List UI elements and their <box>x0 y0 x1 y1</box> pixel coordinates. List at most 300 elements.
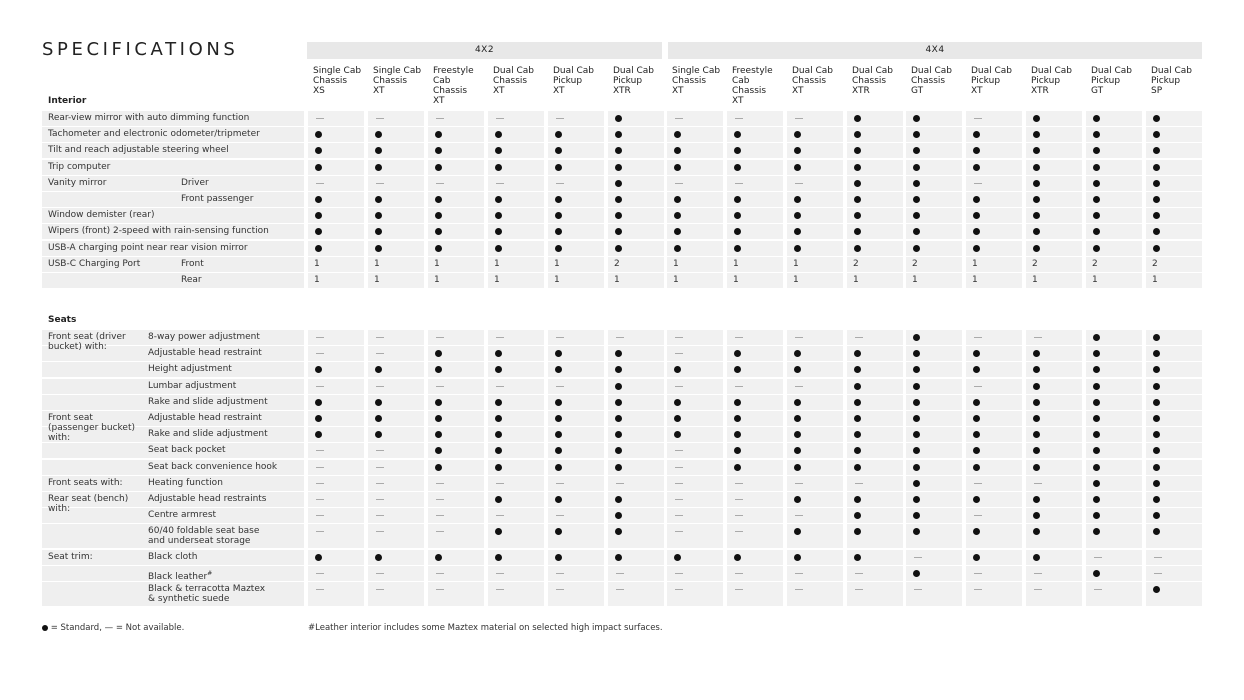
value-cell <box>488 192 544 207</box>
value-cell <box>1026 395 1082 410</box>
standard-dot-icon <box>1153 383 1160 390</box>
value-cell <box>787 160 843 175</box>
standard-dot-icon <box>1153 528 1160 535</box>
standard-dot-icon <box>1033 447 1040 454</box>
value-cell <box>608 127 664 142</box>
standard-dot-icon <box>615 131 622 138</box>
standard-dot-icon <box>315 415 322 422</box>
value-cell <box>1086 411 1142 426</box>
row-sublabel: 60/40 foldable seat base and underseat storage <box>148 526 260 547</box>
value-cell <box>368 346 424 361</box>
standard-dot-icon <box>1033 415 1040 422</box>
value-cell <box>787 582 843 606</box>
standard-dot-icon <box>615 350 622 357</box>
not-available-dash-icon <box>974 118 982 119</box>
table-row <box>0 257 1244 272</box>
not-available-dash-icon <box>316 183 324 184</box>
column-header: Dual Cab Pickup XTR <box>1031 66 1073 96</box>
value-cell <box>1086 192 1142 207</box>
not-available-dash-icon <box>914 589 922 590</box>
value-cell <box>488 476 544 491</box>
standard-dot-icon <box>375 228 382 235</box>
value-cell <box>847 346 903 361</box>
value-cell <box>727 550 783 565</box>
value-text: 1 <box>972 258 978 269</box>
standard-dot-icon <box>854 196 861 203</box>
value-text: 2 <box>1032 258 1038 269</box>
value-cell <box>906 582 962 606</box>
standard-dot-icon <box>674 366 681 373</box>
not-available-dash-icon <box>855 573 863 574</box>
column-header: Dual Cab Pickup SP <box>1151 66 1193 96</box>
value-cell <box>787 379 843 394</box>
standard-dot-icon <box>1153 480 1160 487</box>
not-available-dash-icon <box>556 589 564 590</box>
standard-dot-icon <box>555 464 562 471</box>
not-available-dash-icon <box>376 589 384 590</box>
not-available-dash-icon <box>795 515 803 516</box>
value-cell <box>787 176 843 191</box>
value-cell <box>548 362 604 377</box>
value-cell <box>308 582 364 606</box>
not-available-dash-icon <box>316 589 324 590</box>
standard-dot-icon <box>1093 212 1100 219</box>
table-row <box>0 224 1244 239</box>
standard-dot-icon <box>315 366 322 373</box>
value-cell <box>428 192 484 207</box>
table-row <box>0 143 1244 158</box>
value-cell <box>727 476 783 491</box>
standard-dot-icon <box>734 131 741 138</box>
standard-dot-icon <box>1033 554 1040 561</box>
value-cell <box>1146 143 1202 158</box>
value-cell <box>787 411 843 426</box>
value-cell <box>787 127 843 142</box>
value-cell <box>608 411 664 426</box>
standard-dot-icon <box>615 512 622 519</box>
standard-dot-icon <box>495 464 502 471</box>
value-cell <box>1146 362 1202 377</box>
value-cell <box>428 411 484 426</box>
value-cell <box>787 192 843 207</box>
not-available-dash-icon <box>316 337 324 338</box>
table-row <box>0 111 1244 126</box>
standard-dot-icon <box>495 554 502 561</box>
column-header: Dual Cab Pickup XTR <box>613 66 655 96</box>
value-cell <box>847 566 903 581</box>
not-available-dash-icon <box>675 118 683 119</box>
standard-dot-icon <box>555 131 562 138</box>
value-cell <box>368 524 424 548</box>
value-cell <box>608 330 664 345</box>
not-available-dash-icon <box>496 573 504 574</box>
standard-dot-icon <box>1153 496 1160 503</box>
standard-dot-icon <box>615 447 622 454</box>
standard-dot-icon <box>1093 228 1100 235</box>
value-cell <box>548 176 604 191</box>
value-cell <box>488 492 544 507</box>
value-text: 1 <box>912 275 918 285</box>
value-cell <box>488 460 544 475</box>
standard-dot-icon <box>615 383 622 390</box>
value-cell <box>488 379 544 394</box>
value-cell <box>368 427 424 442</box>
standard-dot-icon <box>973 528 980 535</box>
value-cell <box>488 241 544 256</box>
row-label: Front seats with: <box>48 477 123 488</box>
value-cell <box>1146 443 1202 458</box>
standard-dot-icon <box>973 164 980 171</box>
standard-dot-icon <box>794 431 801 438</box>
value-cell <box>1086 460 1142 475</box>
value-cell <box>1146 411 1202 426</box>
column-header: Freestyle Cab Chassis XT <box>433 66 474 106</box>
standard-dot-icon <box>913 570 920 577</box>
standard-dot-icon <box>1093 196 1100 203</box>
value-cell <box>1086 273 1142 288</box>
standard-dot-icon <box>674 554 681 561</box>
not-available-dash-icon <box>556 573 564 574</box>
standard-dot-icon <box>315 196 322 203</box>
row-group-label: Rear seat (bench) with: <box>48 494 129 514</box>
value-cell <box>667 566 723 581</box>
value-cell <box>787 566 843 581</box>
row-label: Tachometer and electronic odometer/tripmeter <box>48 129 260 140</box>
value-cell <box>727 582 783 606</box>
value-text: 1 <box>853 275 859 285</box>
standard-dot-icon <box>1093 431 1100 438</box>
value-cell <box>667 346 723 361</box>
standard-dot-icon <box>315 147 322 154</box>
value-cell <box>488 524 544 548</box>
value-cell <box>428 160 484 175</box>
standard-dot-icon <box>375 164 382 171</box>
not-available-dash-icon <box>376 531 384 532</box>
value-cell <box>548 524 604 548</box>
value-cell <box>608 379 664 394</box>
standard-dot-icon <box>913 180 920 187</box>
legend: = Standard, — = Not available. <box>42 623 184 633</box>
value-cell <box>906 346 962 361</box>
standard-dot-icon <box>973 350 980 357</box>
not-available-dash-icon <box>436 515 444 516</box>
section-label-interior: Interior <box>48 96 87 106</box>
row-sublabel: Seat back pocket <box>148 445 226 456</box>
not-available-dash-icon <box>855 589 863 590</box>
value-cell <box>488 208 544 223</box>
value-cell <box>1026 111 1082 126</box>
value-cell <box>1026 582 1082 606</box>
not-available-dash-icon <box>795 118 803 119</box>
not-available-dash-icon <box>376 386 384 387</box>
standard-dot-icon <box>615 464 622 471</box>
standard-dot-icon <box>1093 164 1100 171</box>
standard-dot-icon <box>555 350 562 357</box>
standard-dot-icon <box>734 431 741 438</box>
table-row <box>0 476 1244 491</box>
standard-dot-icon <box>913 212 920 219</box>
standard-dot-icon <box>615 366 622 373</box>
standard-dot-icon <box>973 147 980 154</box>
value-cell <box>308 192 364 207</box>
value-cell <box>847 379 903 394</box>
standard-dot-icon <box>794 350 801 357</box>
not-available-dash-icon <box>376 573 384 574</box>
value-cell <box>308 395 364 410</box>
standard-dot-icon <box>1153 147 1160 154</box>
value-cell <box>1086 566 1142 581</box>
value-cell <box>667 460 723 475</box>
value-cell <box>667 524 723 548</box>
standard-dot-icon <box>555 554 562 561</box>
not-available-dash-icon <box>376 183 384 184</box>
value-cell <box>1146 524 1202 548</box>
value-cell <box>667 550 723 565</box>
table-row <box>0 427 1244 442</box>
value-cell <box>966 550 1022 565</box>
standard-dot-icon <box>375 131 382 138</box>
not-available-dash-icon <box>496 589 504 590</box>
standard-dot-icon <box>495 366 502 373</box>
standard-dot-icon <box>913 147 920 154</box>
value-cell <box>906 160 962 175</box>
value-text: 2 <box>1152 258 1158 269</box>
value-cell <box>966 427 1022 442</box>
standard-dot-icon <box>555 431 562 438</box>
value-cell <box>906 524 962 548</box>
value-cell <box>608 362 664 377</box>
value-cell <box>488 362 544 377</box>
value-cell <box>368 379 424 394</box>
standard-dot-icon <box>1033 164 1040 171</box>
not-available-dash-icon <box>376 515 384 516</box>
value-cell <box>1146 566 1202 581</box>
value-cell <box>966 443 1022 458</box>
not-available-dash-icon <box>974 515 982 516</box>
value-cell <box>608 208 664 223</box>
value-cell <box>1086 241 1142 256</box>
value-cell <box>966 176 1022 191</box>
value-cell <box>727 111 783 126</box>
value-cell <box>308 208 364 223</box>
standard-dot-icon <box>794 415 801 422</box>
value-cell <box>1026 143 1082 158</box>
standard-dot-icon <box>1093 570 1100 577</box>
value-cell <box>966 492 1022 507</box>
not-available-dash-icon <box>376 499 384 500</box>
value-cell <box>787 550 843 565</box>
value-cell <box>548 550 604 565</box>
value-cell <box>847 492 903 507</box>
value-cell <box>966 476 1022 491</box>
standard-dot-icon <box>1153 131 1160 138</box>
value-cell <box>1086 111 1142 126</box>
value-cell <box>368 127 424 142</box>
standard-dot-icon <box>1093 147 1100 154</box>
value-cell <box>368 111 424 126</box>
value-cell <box>548 192 604 207</box>
value-cell <box>847 395 903 410</box>
value-cell <box>727 379 783 394</box>
value-cell <box>667 411 723 426</box>
value-cell <box>847 411 903 426</box>
not-available-dash-icon <box>675 386 683 387</box>
value-cell <box>787 346 843 361</box>
row-sublabel: 8-way power adjustment <box>148 332 260 342</box>
not-available-dash-icon <box>376 483 384 484</box>
standard-dot-icon <box>375 415 382 422</box>
value-cell <box>966 160 1022 175</box>
value-cell <box>1086 492 1142 507</box>
value-cell <box>847 160 903 175</box>
page-title: SPECIFICATIONS <box>42 39 239 60</box>
standard-dot-icon <box>973 496 980 503</box>
value-cell <box>727 427 783 442</box>
value-cell <box>608 460 664 475</box>
value-cell <box>428 208 484 223</box>
standard-dot-icon <box>854 164 861 171</box>
value-text: 1 <box>1032 275 1038 285</box>
value-cell <box>727 508 783 523</box>
value-cell <box>1026 476 1082 491</box>
standard-dot-icon <box>375 147 382 154</box>
standard-dot-icon <box>615 164 622 171</box>
not-available-dash-icon <box>496 183 504 184</box>
row-sublabel: Rake and slide adjustment <box>148 429 268 440</box>
row-group-label: Front seat (driver bucket) with: <box>48 332 126 352</box>
not-available-dash-icon <box>496 483 504 484</box>
standard-dot-icon <box>615 180 622 187</box>
value-text: 1 <box>434 275 440 285</box>
standard-dot-icon <box>615 554 622 561</box>
not-available-dash-icon <box>1034 483 1042 484</box>
table-row <box>0 550 1244 565</box>
standard-dot-icon <box>615 496 622 503</box>
section-label-seats: Seats <box>48 315 77 325</box>
value-cell <box>966 192 1022 207</box>
row-label-cell <box>42 273 304 288</box>
value-cell <box>488 411 544 426</box>
standard-dot-icon <box>913 196 920 203</box>
not-available-dash-icon <box>616 483 624 484</box>
column-header: Dual Cab Chassis XTR <box>852 66 894 96</box>
standard-dot-icon <box>615 212 622 219</box>
not-available-dash-icon <box>1154 573 1162 574</box>
not-available-dash-icon <box>735 337 743 338</box>
value-cell <box>727 257 783 272</box>
standard-dot-icon <box>1093 464 1100 471</box>
value-cell <box>1146 192 1202 207</box>
value-cell <box>428 143 484 158</box>
value-cell <box>847 427 903 442</box>
value-cell <box>966 127 1022 142</box>
value-cell <box>608 492 664 507</box>
value-cell <box>966 524 1022 548</box>
row-label: Wipers (front) 2-speed with rain-sensing function <box>48 226 269 237</box>
value-cell <box>308 273 364 288</box>
value-cell <box>488 257 544 272</box>
row-group-label: Front seat (passenger bucket) with: <box>48 413 136 443</box>
standard-dot-icon <box>734 554 741 561</box>
footnote: #Leather interior includes some Maztex material on selected high impact surfaces. <box>308 623 663 633</box>
row-label: Vanity mirror <box>48 177 107 188</box>
standard-dot-icon <box>555 399 562 406</box>
standard-dot-icon <box>1093 131 1100 138</box>
value-cell <box>727 411 783 426</box>
column-header: Single Cab Chassis XS <box>313 66 362 96</box>
value-cell <box>1086 330 1142 345</box>
standard-dot-icon <box>435 464 442 471</box>
standard-dot-icon <box>615 196 622 203</box>
not-available-dash-icon <box>795 386 803 387</box>
value-cell <box>428 273 484 288</box>
value-cell <box>548 127 604 142</box>
value-cell <box>727 208 783 223</box>
value-cell <box>966 143 1022 158</box>
standard-dot-icon <box>854 180 861 187</box>
standard-dot-icon <box>1153 512 1160 519</box>
value-cell <box>1086 395 1142 410</box>
value-text: 1 <box>374 258 380 269</box>
value-cell <box>1026 257 1082 272</box>
row-sublabel: Seat back convenience hook <box>148 461 278 472</box>
value-cell <box>308 160 364 175</box>
standard-dot-icon <box>973 464 980 471</box>
value-cell <box>308 143 364 158</box>
standard-dot-icon <box>973 431 980 438</box>
value-cell <box>488 224 544 239</box>
standard-dot-icon <box>555 212 562 219</box>
not-available-dash-icon <box>735 589 743 590</box>
value-cell <box>1086 550 1142 565</box>
not-available-dash-icon <box>675 483 683 484</box>
value-text: 2 <box>614 258 620 269</box>
standard-dot-icon <box>1033 245 1040 252</box>
value-cell <box>787 143 843 158</box>
standard-dot-icon <box>854 431 861 438</box>
value-cell <box>1026 492 1082 507</box>
row-sublabel: Rear <box>181 275 202 285</box>
value-cell <box>608 192 664 207</box>
value-cell <box>608 160 664 175</box>
value-cell <box>1146 427 1202 442</box>
value-cell <box>1146 476 1202 491</box>
standard-dot-icon <box>913 383 920 390</box>
standard-dot-icon <box>315 228 322 235</box>
not-available-dash-icon <box>436 573 444 574</box>
value-cell <box>727 492 783 507</box>
value-cell <box>1086 346 1142 361</box>
standard-dot-icon <box>913 164 920 171</box>
value-cell <box>847 241 903 256</box>
standard-dot-icon <box>674 245 681 252</box>
standard-dot-icon <box>913 245 920 252</box>
value-cell <box>1086 208 1142 223</box>
value-cell <box>847 443 903 458</box>
value-cell <box>966 411 1022 426</box>
standard-dot-icon <box>1093 528 1100 535</box>
value-cell <box>608 508 664 523</box>
row-sublabel: Driver <box>181 177 209 188</box>
value-cell <box>727 395 783 410</box>
table-row <box>0 176 1244 191</box>
standard-dot-icon <box>435 245 442 252</box>
standard-dot-icon <box>674 399 681 406</box>
not-available-dash-icon <box>436 337 444 338</box>
value-cell <box>727 241 783 256</box>
value-text: 1 <box>434 258 440 269</box>
standard-dot-icon <box>734 399 741 406</box>
